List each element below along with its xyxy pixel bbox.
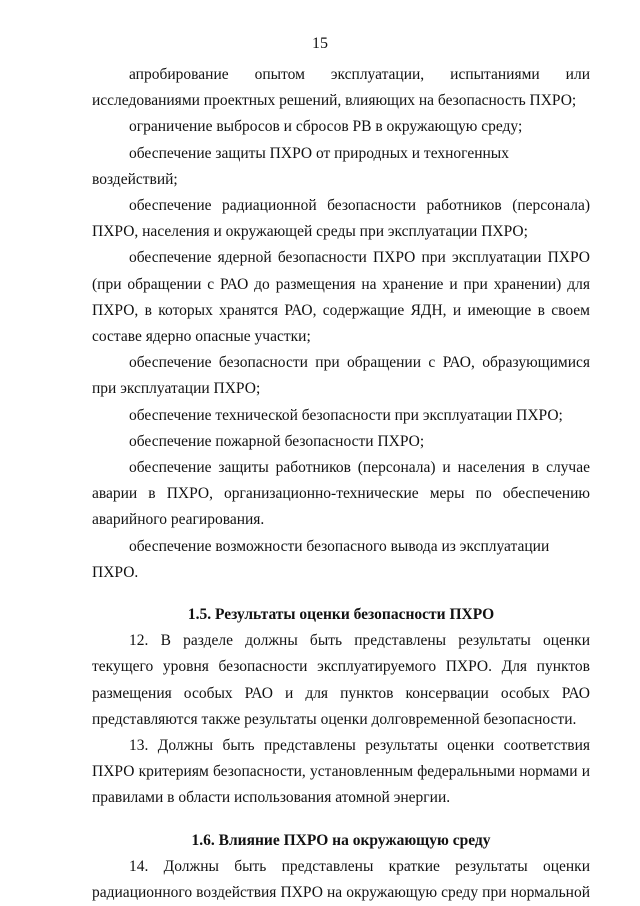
list-item: обеспечение защиты ПХРО от природных и техногенных воздействий; <box>92 144 509 188</box>
list-item: обеспечение безопасности при обращении с РАО, образующимися при эксплуатации ПХРО; <box>92 354 590 398</box>
numbered-paragraph: 13. Должны быть представлены результаты оценки соответствия ПХРО критериям безопасности, установленным федеральными нормами и правилами в области использования атомной энергии. <box>92 737 590 807</box>
list-item: обеспечение возможности безопасного вывода из эксплуатации ПХРО. <box>92 537 550 581</box>
list-item: обеспечение радиационной безопасности работников (персонала) ПХРО, населения и окружающей среды при эксплуатации ПХРО; <box>92 197 590 241</box>
page-number: 15 <box>312 35 328 52</box>
list-item: обеспечение пожарной безопасности ПХРО; <box>129 432 425 450</box>
list-item: обеспечение защиты работников (персонала) и населения в случае аварии в ПХРО, организационно-технические меры по обеспечению аварийного реагирования. <box>92 459 590 529</box>
list-item: обеспечение технической безопасности при эксплуатации ПХРО; <box>129 406 563 424</box>
numbered-paragraph: 12. В разделе должны быть представлены результаты оценки текущего уровня безопасности эксплуатируемого ПХРО. Для пунктов размещения особых РАО и для пунктов консервации особых РАО представляются также результаты оценки долговременной безопасности. <box>92 632 590 728</box>
section-heading: 1.6. Влияние ПХРО на окружающую среду <box>191 831 491 849</box>
list-item: обеспечение ядерной безопасности ПХРО при эксплуатации ПХРО (при обращении с РАО до размещения на хранение и при хранении) для ПХРО, в которых хранятся РАО, содержащие ЯДН, и имеющие в своем составе ядерно опасные участки; <box>92 249 590 346</box>
list-item: ограничение выбросов и сбросов РВ в окружающую среду; <box>129 118 523 136</box>
document-body <box>92 62 590 906</box>
list-item: апробирование опытом эксплуатации, испытаниями или исследованиями проектных решений, влияющих на безопасность ПХРО; <box>92 66 590 110</box>
section-heading: 1.5. Результаты оценки безопасности ПХРО <box>187 606 495 624</box>
numbered-paragraph: 14. Должны быть представлены краткие результаты оценки радиационного воздействия ПХРО на окружающую среду при нормальной <box>92 857 590 902</box>
